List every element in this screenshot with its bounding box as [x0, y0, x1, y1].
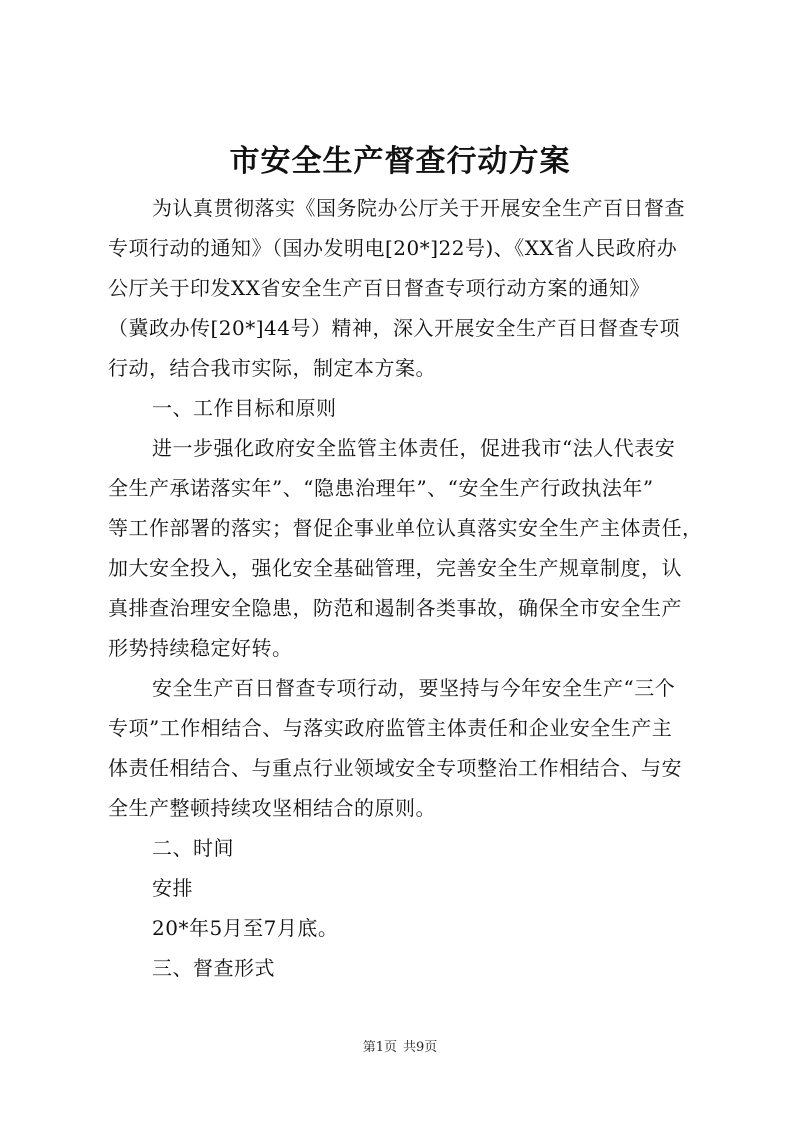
paragraph-line: 加大安全投入，强化安全基础管理，完善安全生产规章制度，认	[108, 556, 682, 580]
section-heading: 一、工作目标和原则	[152, 396, 337, 420]
paragraph-line: 行动，结合我市实际，制定本方案。	[108, 356, 436, 380]
document-body	[108, 188, 728, 988]
paragraph-line: 为认真贯彻落实《国务院办公厅关于开展安全生产百日督查	[152, 196, 685, 220]
paragraph-line: 安排	[152, 876, 193, 900]
paragraph-line: （冀政办传[20*]44号）精神，深入开展安全生产百日督查专项	[108, 316, 681, 340]
page-footer	[0, 1038, 800, 1058]
paragraph-line: 全生产整顿持续攻坚相结合的原则。	[108, 796, 436, 820]
page-total: 共9页	[403, 1040, 438, 1055]
paragraph-line: 专项行动的通知》（国办发明电[20*]22号)、《XX省人民政府办	[108, 236, 678, 260]
paragraph-line: 真排查治理安全隐患，防范和遏制各类事故，确保全市安全生产	[108, 596, 682, 620]
paragraph-line: 全生产承诺落实年”、“隐患治理年”、“安全生产行政执法年”	[108, 476, 654, 500]
paragraph-line: 20*年5月至7月底。	[152, 916, 339, 940]
section-heading: 三、督查形式	[152, 956, 275, 980]
paragraph-line: 体责任相结合、与重点行业领域安全专项整治工作相结合、与安	[108, 756, 682, 780]
page-number: 第1页	[362, 1040, 397, 1055]
document-title: 市安全生产督查行动方案	[229, 144, 571, 179]
paragraph-line: 公厅关于印发XX省安全生产百日督查专项行动方案的通知》	[108, 276, 650, 300]
paragraph-line: 进一步强化政府安全监管主体责任，促进我市“法人代表安	[152, 436, 676, 460]
paragraph-line: 等工作部署的落实；督促企事业单位认真落实安全生产主体责任，	[108, 516, 703, 540]
paragraph-line: 专项”工作相结合、与落实政府监管主体责任和企业安全生产主	[108, 716, 673, 740]
paragraph-line: 安全生产百日督查专项行动，要坚持与今年安全生产“三个	[152, 676, 676, 700]
paragraph-line: 形势持续稳定好转。	[108, 636, 293, 660]
section-heading: 二、时间	[152, 836, 234, 860]
